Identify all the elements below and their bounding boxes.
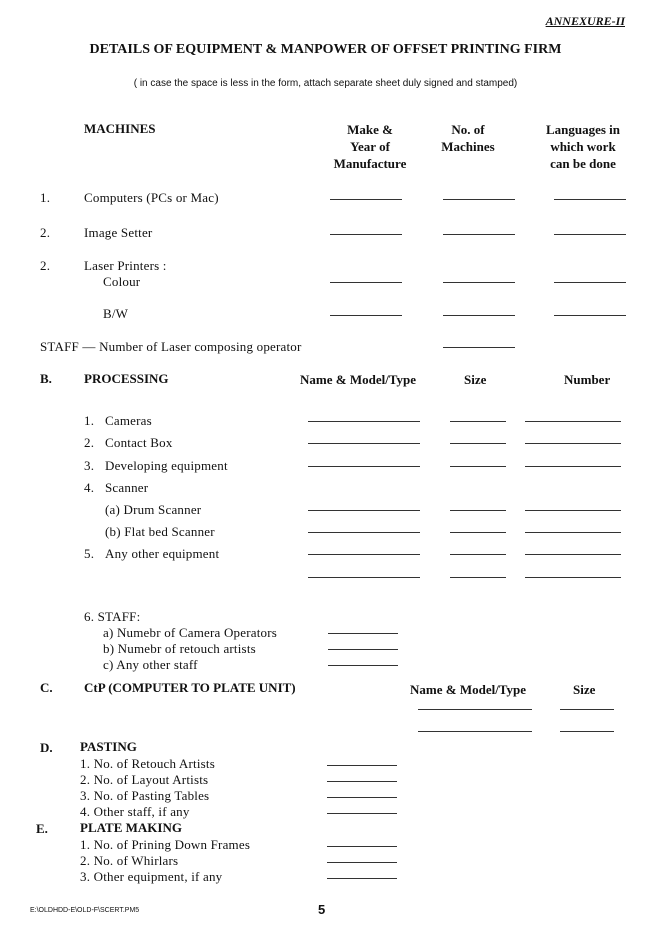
processing-col-number: Number [564, 372, 611, 387]
item-number: 2. [40, 225, 51, 240]
blank-line [450, 421, 506, 422]
machines-heading: MACHINES [84, 121, 156, 136]
blank-line [330, 282, 402, 283]
staff-retouch-artists: b) Numebr of retouch artists [103, 641, 256, 656]
processing-heading: PROCESSING [84, 371, 169, 386]
section-letter-e: E. [36, 821, 48, 836]
blank-line [330, 199, 402, 200]
item-developing-equipment: Developing equipment [105, 458, 228, 473]
item-laser-printers: Laser Printers : [84, 258, 167, 273]
page-number: 5 [318, 902, 326, 917]
pasting-item: 1. No. of Retouch Artists [80, 756, 215, 771]
blank-line [328, 649, 398, 650]
item-number: 2. [40, 258, 51, 273]
section-letter-c: C. [40, 680, 53, 695]
blank-line [554, 234, 626, 235]
blank-line [330, 315, 402, 316]
blank-line [525, 577, 621, 578]
pasting-heading: PASTING [80, 739, 137, 754]
blank-line [327, 846, 397, 847]
annexure-label: ANNEXURE-II [545, 14, 625, 28]
item-number: 5. [84, 546, 95, 561]
plate-heading: PLATE MAKING [80, 820, 182, 835]
staff-other: c) Any other staff [103, 657, 198, 672]
item-contact-box: Contact Box [105, 435, 173, 450]
machines-col-languages: Languages in which work can be done [545, 122, 621, 171]
footer-file-path: E:\OLDHDD-E\OLD-F\SCERT.PM5 [30, 907, 140, 914]
blank-line [330, 234, 402, 235]
item-drum-scanner: (a) Drum Scanner [105, 502, 202, 517]
item-other-equipment: Any other equipment [105, 546, 220, 561]
blank-line [418, 731, 532, 732]
item-scanner: Scanner [105, 480, 149, 495]
blank-line [443, 315, 515, 316]
blank-line [450, 577, 506, 578]
section-letter-b: B. [40, 371, 52, 386]
plate-item: 3. Other equipment, if any [80, 869, 223, 884]
blank-line [443, 282, 515, 283]
ctp-heading: CtP (COMPUTER TO PLATE UNIT) [84, 680, 296, 695]
blank-line [525, 421, 621, 422]
blank-line [554, 315, 626, 316]
staff-camera-operators: a) Numebr of Camera Operators [103, 625, 278, 640]
item-flatbed-scanner: (b) Flat bed Scanner [105, 524, 215, 539]
blank-line [328, 665, 398, 666]
blank-line [327, 862, 397, 863]
blank-line [328, 633, 398, 634]
staff-laser-operator: STAFF — Number of Laser composing operator [40, 339, 302, 354]
blank-line [450, 466, 506, 467]
blank-line [554, 282, 626, 283]
blank-line [525, 466, 621, 467]
blank-line [443, 347, 515, 348]
blank-line [443, 199, 515, 200]
staff-heading: 6. STAFF: [84, 609, 141, 624]
item-colour: Colour [103, 274, 141, 289]
item-computers: Computers (PCs or Mac) [84, 190, 219, 205]
processing-col-size: Size [464, 372, 487, 387]
ctp-col-size: Size [573, 682, 596, 697]
blank-line [560, 709, 614, 710]
blank-line [327, 878, 397, 879]
blank-line [308, 532, 420, 533]
blank-line [308, 510, 420, 511]
section-letter-d: D. [40, 740, 53, 755]
blank-line [450, 443, 506, 444]
blank-line [450, 510, 506, 511]
blank-line [525, 510, 621, 511]
blank-line [450, 532, 506, 533]
pasting-item: 3. No. of Pasting Tables [80, 788, 210, 803]
blank-line [327, 797, 397, 798]
blank-line [308, 421, 420, 422]
blank-line [525, 443, 621, 444]
blank-line [327, 813, 397, 814]
blank-line [327, 781, 397, 782]
blank-line [308, 577, 420, 578]
machines-col-number: No. of Machines [441, 122, 495, 154]
page-title: DETAILS OF EQUIPMENT & MANPOWER OF OFFSET PRINTING FIRM [89, 42, 562, 57]
processing-col-name: Name & Model/Type [300, 372, 417, 387]
plate-item: 1. No. of Prining Down Frames [80, 837, 251, 852]
blank-line [418, 709, 532, 710]
blank-line [308, 466, 420, 467]
form-note: ( in case the space is less in the form, attach separate sheet duly signed and stamped) [133, 78, 518, 89]
item-number: 4. [84, 480, 95, 495]
blank-line [525, 532, 621, 533]
pasting-item: 4. Other staff, if any [80, 804, 190, 819]
blank-line [308, 443, 420, 444]
plate-item: 2. No. of Whirlars [80, 853, 179, 868]
item-bw: B/W [103, 306, 129, 321]
machines-col-make: Make & Year of Manufacture [333, 122, 407, 171]
blank-line [327, 765, 397, 766]
ctp-col-name: Name & Model/Type [410, 682, 527, 697]
item-number: 3. [84, 458, 95, 473]
item-number: 1. [84, 413, 95, 428]
blank-line [554, 199, 626, 200]
item-cameras: Cameras [105, 413, 152, 428]
blank-line [308, 554, 420, 555]
item-number: 2. [84, 435, 95, 450]
item-number: 1. [40, 190, 51, 205]
blank-line [525, 554, 621, 555]
blank-line [560, 731, 614, 732]
blank-line [450, 554, 506, 555]
blank-line [443, 234, 515, 235]
pasting-item: 2. No. of Layout Artists [80, 772, 209, 787]
item-image-setter: Image Setter [84, 225, 153, 240]
